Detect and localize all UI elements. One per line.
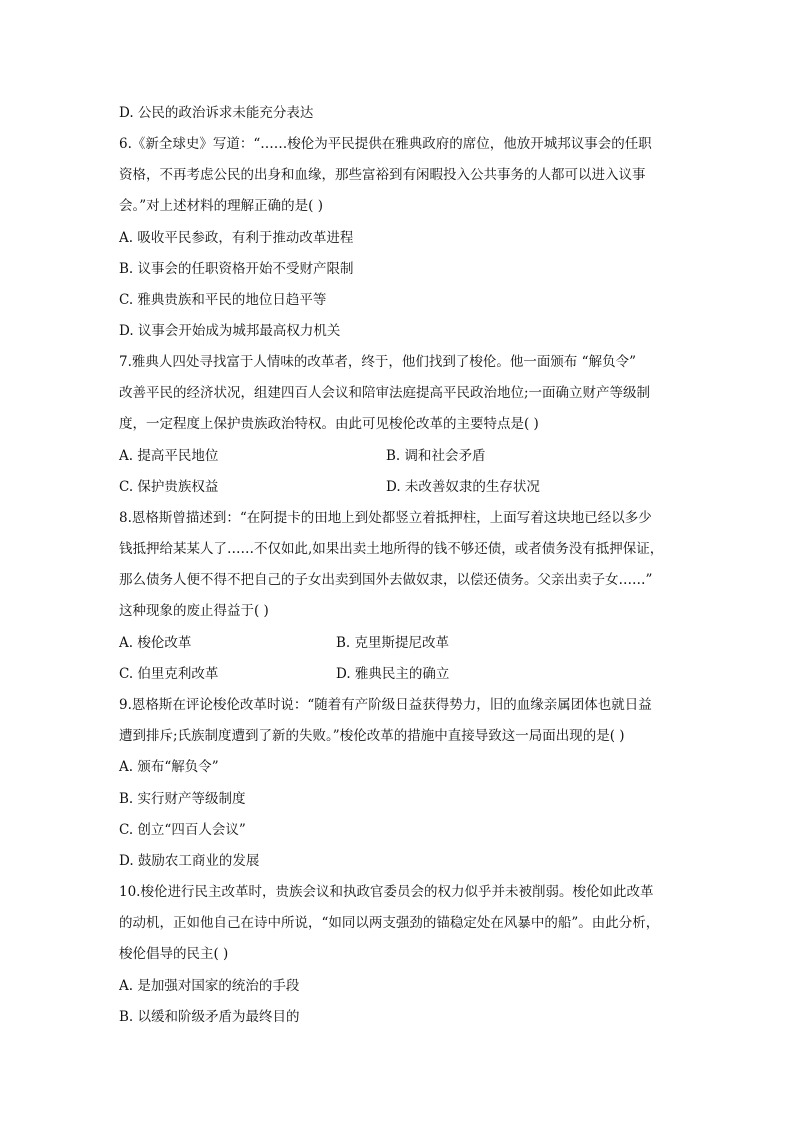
q9-option-d: D. 鼓励农工商业的发展 [119,853,260,869]
q10-option-a: A. 是加强对国家的统治的手段 [119,978,300,994]
q7-stem-line-1: 7.雅典人四处寻找富于人情味的改革者，终于，他们找到了梭伦。他一面颁布 “解负令” [119,354,636,370]
q8-stem-line-3: 那么债务人便不得不把自己的子女出卖到国外去做奴隶，以偿还债务。父亲出卖子女……” [119,572,653,588]
q10-stem-line-3: 梭伦倡导的民主( ) [119,946,229,962]
q9-option-c: C. 创立“四百人会议” [119,822,246,838]
q5-option-d: D. 公民的政治诉求未能充分表达 [119,105,314,121]
q7-option-c: C. 保护贵族权益 [119,479,219,495]
q6-stem-line-1: 6.《新全球史》写道：“……梭伦为平民提供在雅典政府的席位，他放开城邦议事会的任职 [119,136,652,152]
q7-option-b: B. 调和社会矛盾 [386,448,486,464]
q8-stem-line-2: 钱抵押给某某人了……不仅如此,如果出卖土地所得的钱不够还债，或者债务没有抵押保证， [119,541,664,557]
q10-stem-line-2: 的动机，正如他自己在诗中所说，“如同以两支强劲的锚稳定处在风暴中的船”。由此分析， [119,915,660,931]
q9-option-a: A. 颁布“解负令” [119,759,219,775]
q6-option-d: D. 议事会开始成为城邦最高权力机关 [119,323,341,339]
q8-option-d: D. 雅典民主的确立 [336,666,450,682]
q10-stem-line-1: 10.梭伦进行民主改革时，贵族会议和执政官委员会的权力似乎并未被削弱。梭伦如此改革 [119,884,654,900]
q8-option-a: A. 梭伦改革 [119,635,192,651]
q10-option-b: B. 以缓和阶级矛盾为最终目的 [119,1009,300,1025]
q8-option-c: C. 伯里克利改革 [119,666,219,682]
q6-option-c: C. 雅典贵族和平民的地位日趋平等 [119,292,327,308]
q7-option-a: A. 提高平民地位 [119,448,219,464]
q6-option-a: A. 吸收平民参政，有利于推动改革进程 [119,230,354,246]
q9-stem-line-2: 遭到排斥;氏族制度遭到了新的失败。”梭伦改革的措施中直接导致这一局面出现的是( ) [119,728,625,744]
q9-stem-line-1: 9.恩格斯在评论梭伦改革时说：“随着有产阶级日益获得势力，旧的血缘亲属团体也就日益 [119,697,652,713]
q7-stem-line-2: 改善平民的经济状况，组建四百人会议和陪审法庭提高平民政治地位;一面确立财产等级制 [119,385,651,401]
q8-stem-line-1: 8.恩格斯曾描述到：“在阿提卡的田地上到处都竖立着抵押柱，上面写着这块地已经以多少 [119,510,652,526]
q8-option-b: B. 克里斯提尼改革 [336,635,450,651]
q6-option-b: B. 议事会的任职资格开始不受财产限制 [119,261,354,277]
q7-stem-line-3: 度，一定程度上保护贵族政治特权。由此可见梭伦改革的主要特点是( ) [119,416,539,432]
q7-option-d: D. 未改善奴隶的生存状况 [386,479,540,495]
q8-stem-line-4: 这种现象的废止得益于( ) [119,603,269,619]
q6-stem-line-2: 资格，不再考虑公民的出身和血缘，那些富裕到有闲暇投入公共事务的人都可以进入议事 [119,167,646,183]
q6-stem-line-3: 会。”对上述材料的理解正确的是( ) [119,198,323,214]
q9-option-b: B. 实行财产等级制度 [119,791,246,807]
